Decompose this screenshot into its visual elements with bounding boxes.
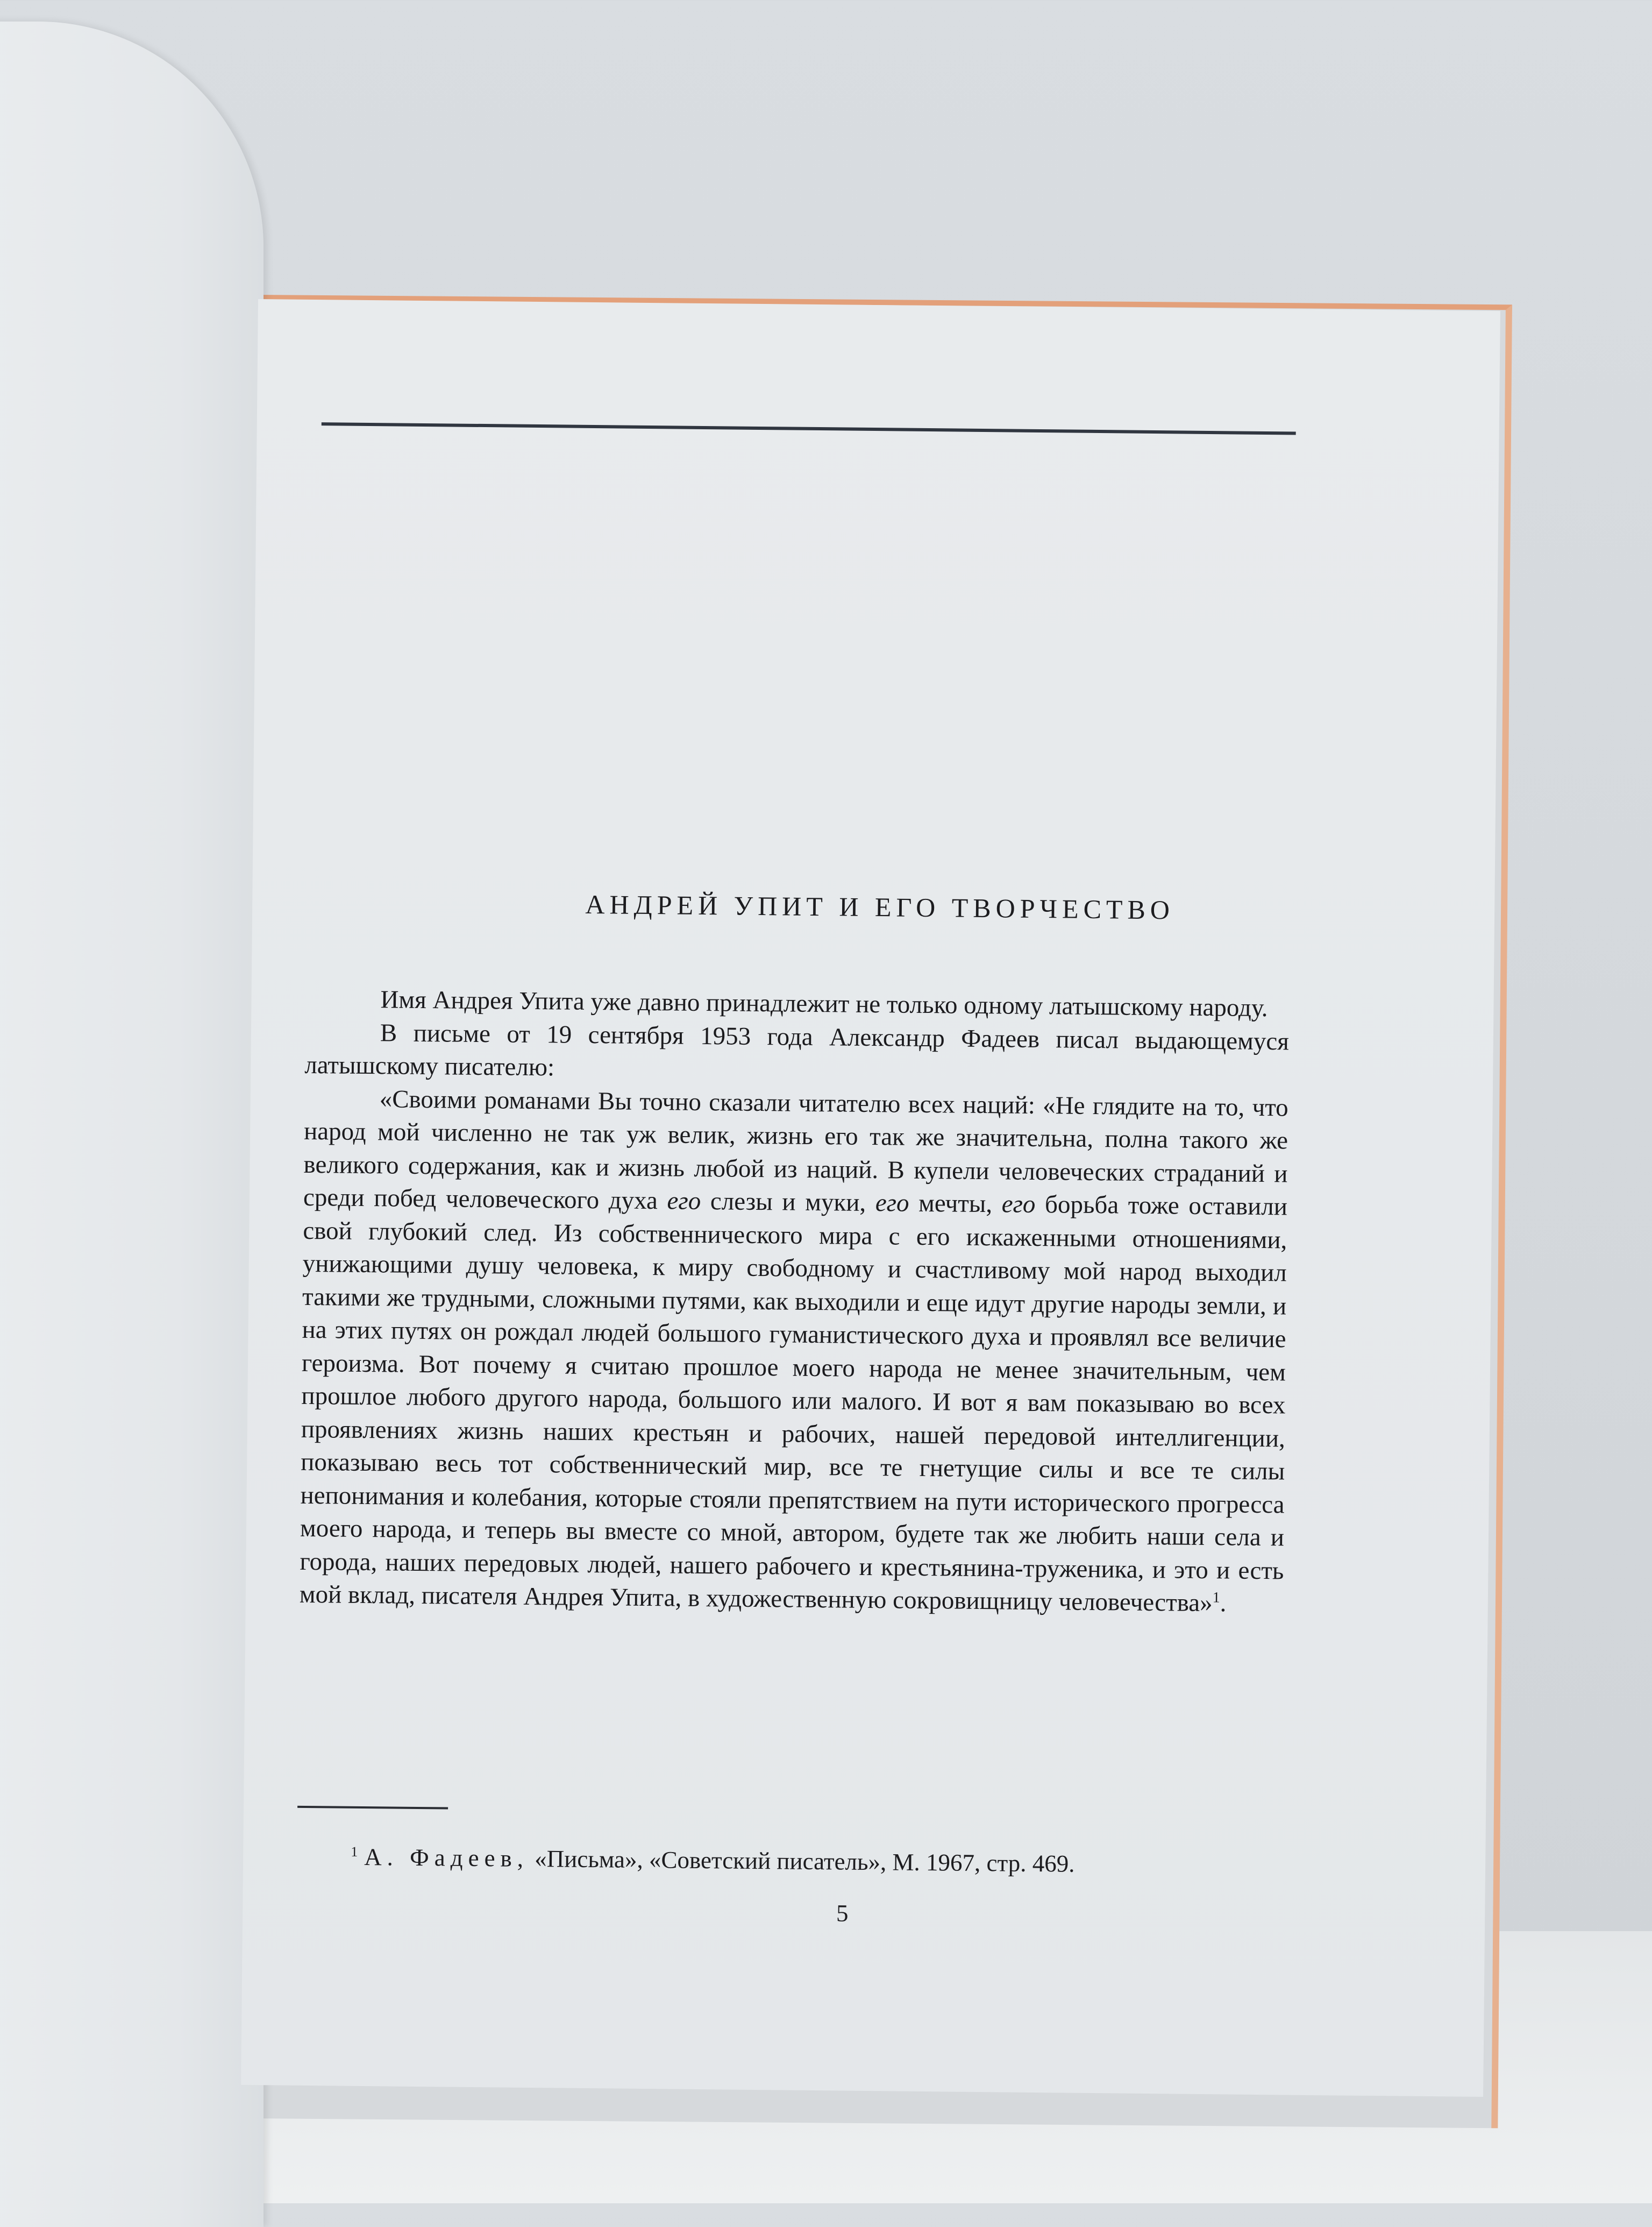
footnote-ref: 1: [1212, 1589, 1220, 1606]
paragraph-1: Имя Андрея Упита уже давно принадлежит не только одному латышскому народу.: [380, 985, 1268, 1023]
footnote: [351, 1843, 1265, 1880]
chapter-title: АНДРЕЙ УПИТ И ЕГО ТВОРЧЕСТВО: [585, 889, 1175, 925]
header-rule: [322, 422, 1296, 435]
footnote-marker: 1: [351, 1843, 358, 1860]
emphasis-3: его: [1001, 1190, 1036, 1218]
footnote-author: А. Фадеев,: [364, 1843, 529, 1872]
paragraph-2: В письме от 19 сентября 1953 года Александр Фадеев писал выдающемуся латышскому писателю:: [304, 1018, 1290, 1082]
quote-text-end: .: [1220, 1589, 1227, 1618]
emphasis-2: его: [875, 1189, 909, 1217]
quote-text-a: «Своими романами Вы точно сказали читателю всех наций: «Не глядите на то, что народ мой численно не так уж велик, жизнь его так же значительна, полна такого же великого содержания, как и жизнь любой из наций. В купели человеческих страданий и среди побед человеческого духа: [303, 1084, 1288, 1215]
footnote-rule: [297, 1806, 448, 1810]
book-page: [241, 299, 1500, 2097]
footnote-text: «Письма», «Советский писатель», М. 1967, стр. 469.: [535, 1845, 1075, 1877]
quote-text-c: мечты,: [909, 1189, 1002, 1218]
body-text: [300, 983, 1290, 1621]
paragraph-3-quote: [300, 1082, 1288, 1621]
page-number: 5: [836, 1899, 849, 1927]
emphasis-1: его: [667, 1187, 701, 1215]
quote-text-d: борьба тоже оставили свой глубокий след. Из собственнического мира с его искаженными отношениями, унижающими душу человека, к миру свободному и счастливому мой народ выходил такими же трудными, сложными путями, как выходили и еще идут другие народы земли, и на этих путях он рождал людей большого гуманистического духа и проявлял все величие героизма. Вот почему я считаю прошлое моего народа не менее значительным, чем прошлое любого другого народа, большого или малого. И вот я вам показываю во всех проявлениях жизнь наших крестьян и рабочих, нашей передовой интеллигенции, показываю весь тот собственнический мир, все те гнетущие силы и все те силы непонимания и колебания, которые стояли препятствием на пути исторического прогресса моего народа, и теперь вы вместе со мной, автором, будете так же любить наши села и города, наших передовых людей, нашего рабочего и крестьянина-труженика, и это и есть мой вклад, писателя Андрея Упита, в художественную сокровищницу человечества»: [299, 1190, 1288, 1618]
quote-text-b: слезы и муки,: [701, 1187, 876, 1217]
